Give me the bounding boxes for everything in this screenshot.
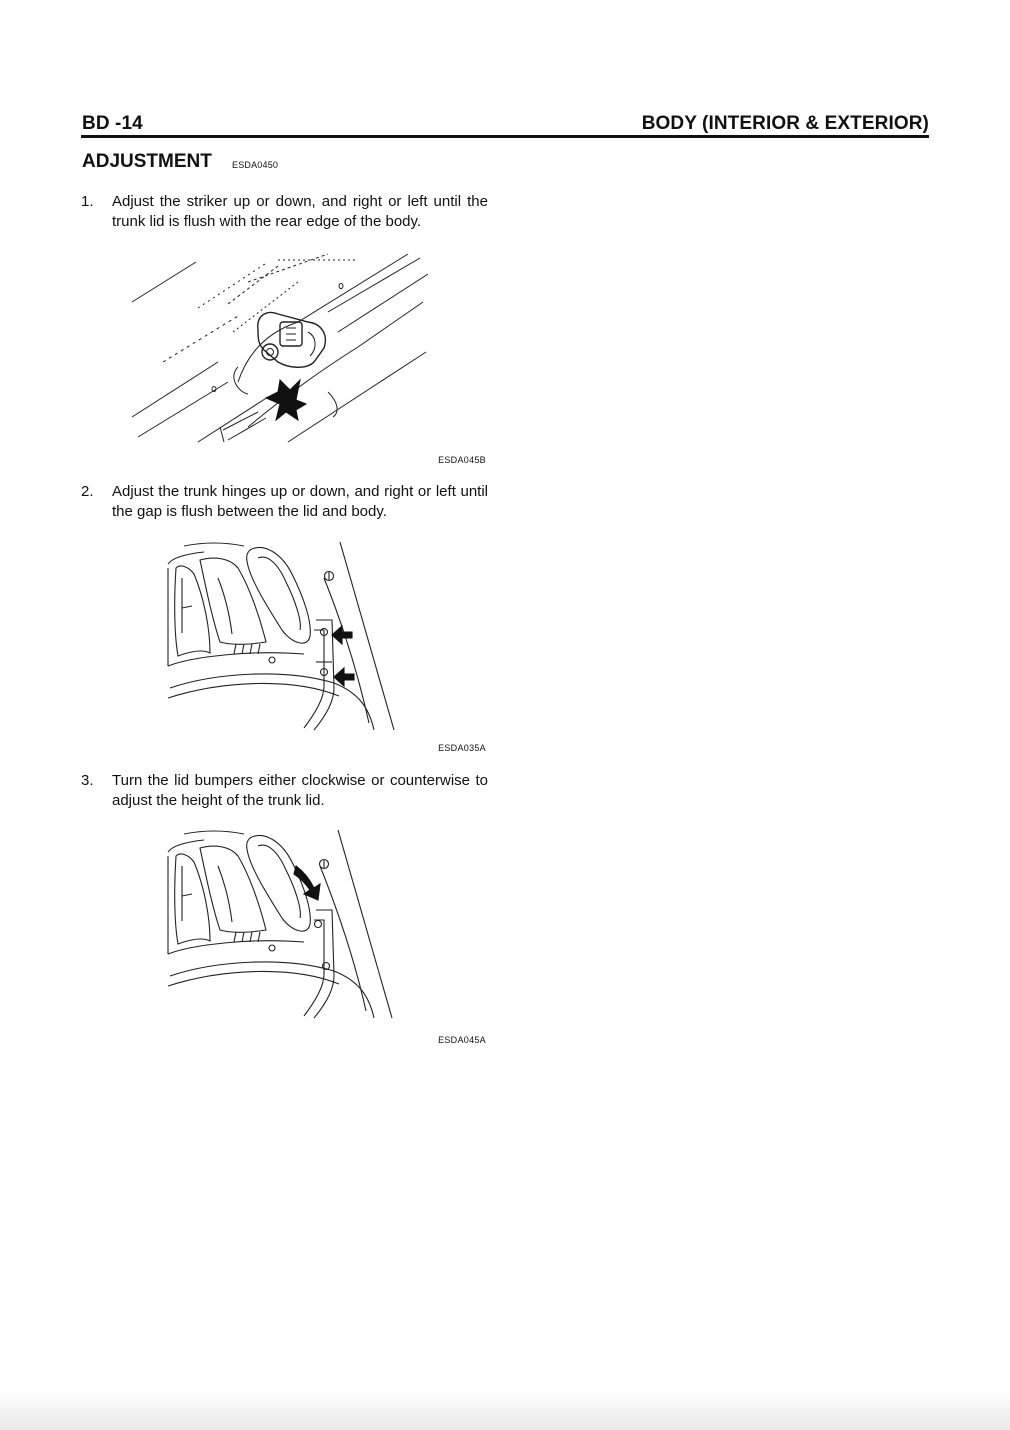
title-code: ESDA0450: [232, 160, 279, 170]
step-text: Adjust the striker up or down, and right or left until the trunk lid is flush with the rear edge of the body.: [112, 193, 488, 230]
header-rule: [81, 135, 929, 138]
figure-code: ESDA045A: [438, 1035, 486, 1045]
page-title: ADJUSTMENT: [82, 151, 212, 172]
page-number: BD -14: [82, 113, 143, 134]
page-bottom-shadow: [0, 1390, 1010, 1430]
step-number: 2.: [81, 483, 94, 500]
section-header: BODY (INTERIOR & EXTERIOR): [641, 113, 929, 134]
figure-code: ESDA035A: [438, 743, 486, 753]
step-text: Adjust the trunk hinges up or down, and right or left until the gap is flush between the lid and body.: [112, 483, 488, 520]
figure-code: ESDA045B: [438, 455, 486, 465]
step-text: Turn the lid bumpers either clockwise or counterwise to adjust the height of the trunk lid.: [112, 772, 488, 809]
step-number: 1.: [81, 193, 94, 210]
step-number: 3.: [81, 772, 94, 789]
lid-bumper-illustration: [164, 826, 400, 1022]
striker-adjustment-illustration: [128, 252, 428, 444]
trunk-hinge-illustration: [164, 538, 400, 734]
